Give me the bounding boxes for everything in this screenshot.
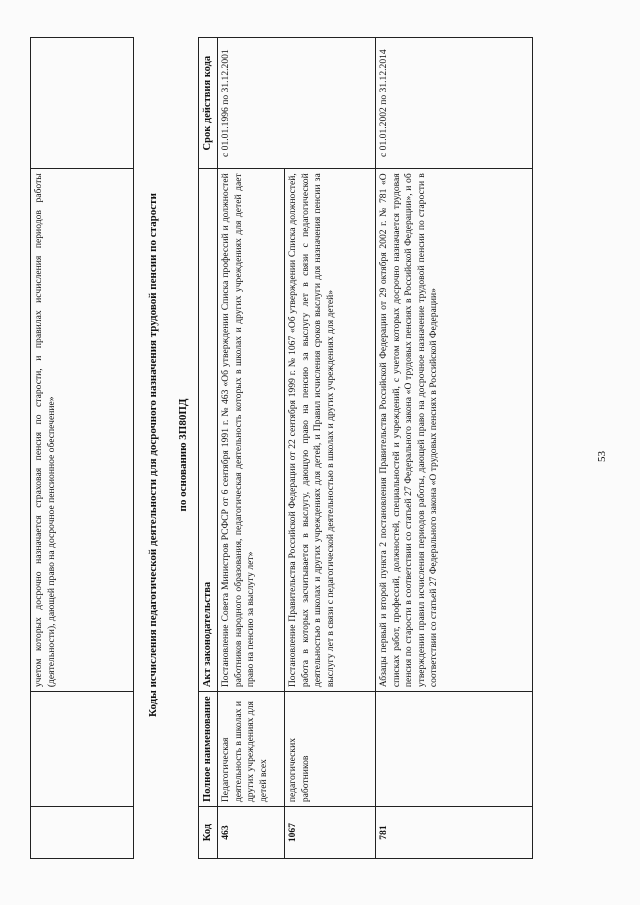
section-title: Коды исчисления педагогической деятельности для досрочного назначения трудовой пенсии по старости xyxy=(147,193,159,717)
page-number: 53 xyxy=(596,451,608,462)
row-act: Абзацы первый и второй пункта 2 постановления Правительства Российской Федерации от 29 октября 2002 г. № 781 «О списках работ, профессий, должностей, специальностей и учреждений, с учетом которых досрочно назначается трудовая пенсия по старости в соответствии со статьей 27 Федерального закона «О трудовых пенсиях в Российской Федерации», и об утверждении правил исчисления периодов работы, дающей право на досрочное назначение трудовой пенсии по старости в соответствии со статьей 27 Федерального закона «О трудовых пенсиях в Российской Федерации» xyxy=(375,169,532,692)
header-name: Полное наименование xyxy=(199,692,218,807)
header-term: Срок действия кода xyxy=(199,38,218,169)
continuation-table xyxy=(30,37,134,859)
row-term: с 01.01.1996 по 31.12.2001 xyxy=(217,38,375,169)
row-code: 463 xyxy=(217,807,284,859)
row-name xyxy=(375,692,532,807)
section-subtitle: по основанию 3П80ПД xyxy=(177,398,189,512)
continuation-cell-empty-2 xyxy=(31,692,134,807)
table-row xyxy=(217,38,284,859)
continuation-cell-empty-1 xyxy=(31,807,134,859)
table-row xyxy=(375,38,532,859)
row-code: 781 xyxy=(375,807,532,859)
row-act: Постановление Совета Министров РСФСР от 6 сентября 1991 г. № 463 «Об утверждении Списка профессий и должностей работников народного образования, педагогическая деятельность которых в школах и других учреждениях для детей дает право на пенсию за выслугу лет» xyxy=(217,169,284,692)
codes-table xyxy=(198,37,533,859)
continuation-text: учетом которых досрочно назначается страховая пенсия по старости, и правилах исчисления периодов работы (деятельности), дающей право на досрочное пенсионное обеспечение» xyxy=(31,169,134,692)
continuation-cell-empty-3 xyxy=(31,38,134,169)
row-name: педагогических работников xyxy=(284,692,375,807)
row-name: Педагогическая деятельность в школах и других учреждениях для детей всех xyxy=(217,692,284,807)
header-code: Код xyxy=(199,807,218,859)
row-act: Постановление Правительства Российской Федерации от 22 сентября 1999 г. № 1067 «Об утверждении Списка должностей, работа в которых засчитывается в выслугу, дающую право на пенсию за выслугу лет в связи с педагогической деятельностью в школах и других учреждениях для детей, и Правил исчисления сроков выслуги для назначения пенсии за выслугу лет в связи с педагогической деятельностью в школах и других учреждениях для детей» xyxy=(284,169,375,692)
row-code: 1067 xyxy=(284,807,375,859)
table-header-row xyxy=(199,38,218,859)
header-act: Акт законодательства xyxy=(199,169,218,692)
row-term: с 01.01.2002 по 31.12.2014 xyxy=(375,38,532,169)
